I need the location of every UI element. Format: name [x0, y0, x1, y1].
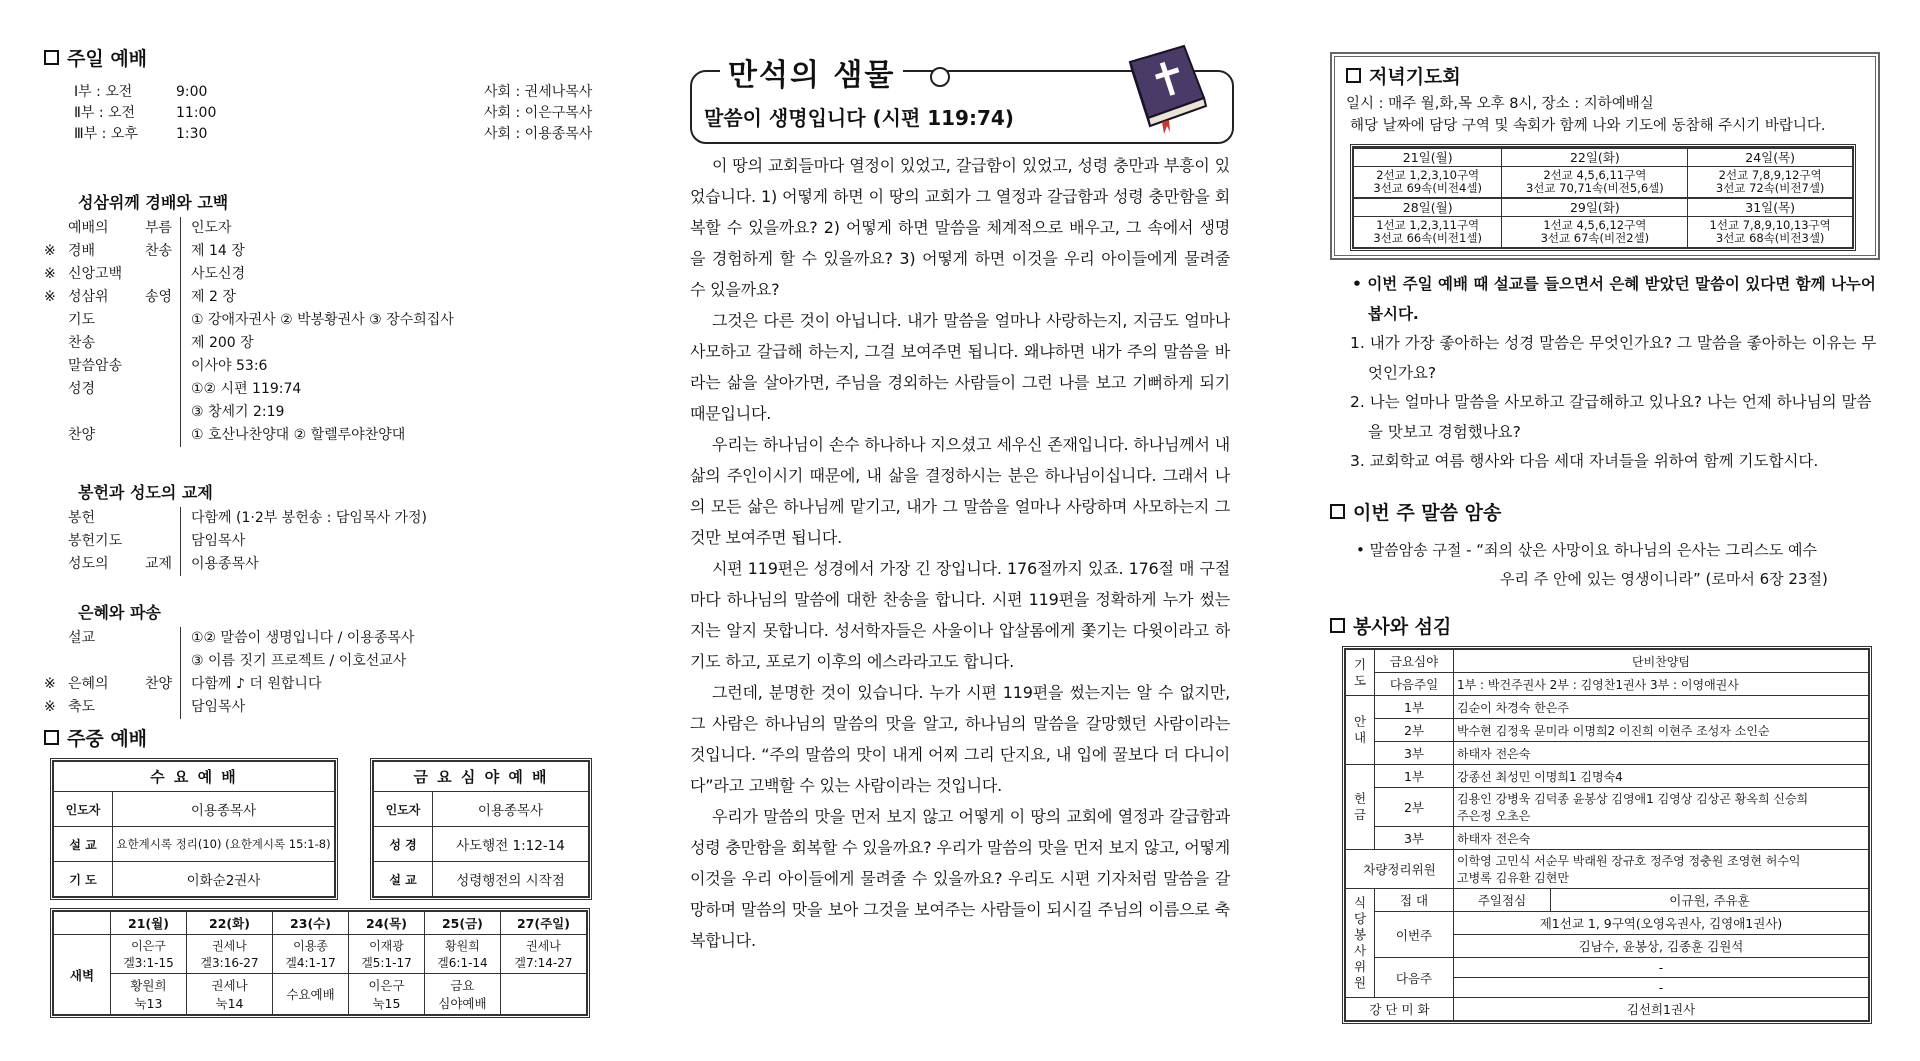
order-row — [44, 650, 604, 673]
table-title: 금 요 심 야 예 배 — [374, 762, 589, 792]
grace-order — [44, 627, 604, 719]
order-value: ③ 이름 짓기 프로젝트 / 이호선교사 — [191, 653, 407, 669]
order-label: 봉헌 — [68, 507, 181, 530]
order-value: ①② 말씀이 생명입니다 / 이용종목사 — [191, 630, 415, 646]
service-value: 1부 : 박건주권사 2부 : 김영찬1권사 3부 : 이영애권사 — [1454, 673, 1869, 696]
grace-heading: 은혜와 파송 — [78, 603, 161, 622]
service-row — [74, 82, 624, 103]
table-row — [54, 862, 335, 897]
table-value: 요한계시록 정리(10) (요한계시록 15:1-8) — [113, 827, 335, 862]
service-value: 하태자 전은숙 — [1454, 827, 1869, 850]
service-time: 1:30 — [176, 126, 208, 142]
worship-section — [44, 190, 604, 447]
prayer-day: 22일(화) — [1502, 148, 1688, 167]
order-value: ③ 창세기 2:19 — [191, 404, 285, 420]
order-label: 은혜의 찬양 — [68, 673, 181, 696]
service-value: 하태자 전은숙 — [1454, 742, 1869, 765]
order-label: 신앙고백 — [68, 263, 181, 286]
wednesday-service-table — [50, 758, 338, 900]
prayer-assignment: 2선교 4,5,6,11구역 3선교 70,71속(비전5,6셀) — [1502, 167, 1688, 199]
required-mark — [44, 650, 68, 673]
day-header: 24(목) — [348, 912, 424, 935]
table-value: 성령행전의 시작점 — [433, 862, 589, 897]
question-item: 3. 교회학교 여름 행사와 다음 세대 자녀들을 위하여 함께 기도합시다. — [1350, 452, 1819, 470]
service-value: 단비찬양팀 — [1454, 650, 1869, 673]
banner-title: 만석의 샘물 — [720, 50, 903, 94]
dawn-cell: 권세나 겔3:16-27 — [186, 935, 272, 974]
offering-heading: 봉헌과 성도의 교제 — [78, 483, 213, 502]
service-sub: 금요심야 — [1375, 650, 1454, 673]
table-value: 이용종목사 — [433, 792, 589, 827]
order-label: 말씀암송 — [68, 355, 181, 378]
service-sub: 다음주일 — [1375, 673, 1454, 696]
sunday-services — [74, 82, 624, 145]
order-label — [68, 650, 181, 673]
evening-prayer-box — [1330, 52, 1880, 260]
parking-label: 차량정리위원 — [1346, 850, 1454, 889]
prayer-grid-table — [1350, 144, 1856, 251]
order-value: 제 2 장 — [191, 289, 236, 305]
order-label — [68, 401, 181, 424]
sermon-paragraph: 시편 119편은 성경에서 가장 긴 장입니다. 176절까지 있죠. 176절 매 구절마다 하나님의 말씀에 대한 찬송을 합니다. 시편 119편을 정확하게 누가 썼는지는 알지 못합니다. 성서학자들은 사울이나 압살롬에게 쫓기는 다윗이라고 하기도 하고, 포로기 이후의 에스라라고도 합니다. — [690, 559, 1230, 671]
meal-value: - — [1454, 978, 1869, 998]
order-value: 인도자 — [191, 220, 232, 236]
meal-sub: 접 대 — [1375, 889, 1454, 912]
table-value: 사도행전 1:12-14 — [433, 827, 589, 862]
circle-ornament-icon — [930, 67, 950, 87]
order-value: 다함께 ♪ 더 원합니다 — [191, 676, 322, 692]
question-item: 2. 나는 얼마나 말씀을 사모하고 갈급해하고 있나요? 나는 언제 하나님의 말씀을 맛보고 경험했나요? — [1350, 393, 1872, 441]
order-row — [44, 355, 604, 378]
table-header-row — [54, 762, 335, 792]
required-mark — [44, 401, 68, 424]
table-row — [1354, 198, 1853, 217]
order-label: 찬송 — [68, 332, 181, 355]
table-row — [1346, 788, 1869, 827]
meal-value: - — [1454, 958, 1869, 978]
prayer-assignment: 1선교 7,8,9,10,13구역 3선교 68속(비전3셀) — [1688, 217, 1853, 248]
bible-book-icon — [1122, 42, 1212, 134]
service-table — [1342, 646, 1872, 1024]
table-row — [1346, 742, 1869, 765]
table-row — [1346, 673, 1869, 696]
memory-verse-line1: 말씀암송 구절 - “죄의 삯은 사망이요 하나님의 은사는 그리스도 예수 — [1369, 541, 1817, 559]
sermon-paragraph: 그것은 다른 것이 아닙니다. 내가 말씀을 얼마나 사랑하는지, 지금도 얼마나 사모하고 갈급해 하는지, 그걸 보여주면 됩니다. 왜냐하면 내가 주의 말씀을 바라는 삶을 살아가면, 주님을 경외하는 사람들이 그런 나를 보고 기뻐하게 되기 때문입니다. — [690, 311, 1230, 423]
day-header: 21(월) — [111, 912, 187, 935]
order-row — [44, 401, 604, 424]
dawn-cell: 이은구 눅15 — [348, 974, 424, 1015]
meal-label: 식당 봉사 위원 — [1346, 889, 1375, 998]
table-row — [374, 792, 589, 827]
table-row — [1346, 719, 1869, 742]
order-label: 경배 찬송 — [68, 240, 181, 263]
service-row — [74, 124, 624, 145]
order-label: 축도 — [68, 696, 181, 719]
order-label: 기도 — [68, 309, 181, 332]
required-mark — [44, 627, 68, 650]
prayer-day: 24일(목) — [1688, 148, 1853, 167]
service-sub: 3부 — [1375, 827, 1454, 850]
dawn-service-table — [50, 908, 590, 1018]
order-value: 이사야 53:6 — [191, 358, 268, 374]
order-value: 이용종목사 — [191, 556, 259, 572]
required-mark — [44, 553, 68, 576]
table-value: 이용종목사 — [113, 792, 335, 827]
dawn-cell — [500, 974, 586, 1015]
dawn-cell: 권세나 겔7:14-27 — [500, 935, 586, 974]
table-row — [1346, 650, 1869, 673]
service-sub: 1부 — [1375, 765, 1454, 788]
dawn-cell: 이용종 겔4:1-17 — [273, 935, 349, 974]
service-value: 김용인 강병욱 김덕종 윤봉상 김영애1 김영상 김상곤 황옥희 신승희 주은정 오초은 — [1454, 788, 1869, 827]
order-row — [44, 424, 604, 447]
service-group: 헌 금 — [1346, 765, 1375, 850]
grace-section — [44, 600, 604, 719]
prayer-day: 31일(목) — [1688, 198, 1853, 217]
order-row — [44, 263, 604, 286]
sermon-body — [690, 150, 1230, 956]
order-row — [44, 507, 604, 530]
prayer-assignment: 1선교 4,5,6,12구역 3선교 67속(비전2셀) — [1502, 217, 1688, 248]
service-sub: 1부 — [1375, 696, 1454, 719]
table-row — [1354, 148, 1853, 167]
order-value: ① 호산나찬양대 ② 할렐루야찬양대 — [191, 427, 406, 443]
dawn-cell: 황원희 겔6:1-14 — [424, 935, 500, 974]
meal-value: 제1선교 1, 9구역(오영옥권사, 김영애1권사) — [1454, 912, 1869, 935]
service-time: 11:00 — [176, 105, 217, 121]
service-part: Ⅰ부 : 오전 — [74, 84, 133, 100]
table-key: 설 교 — [54, 827, 113, 862]
required-mark: ※ — [44, 699, 56, 715]
weekday-heading: 주중 예배 — [44, 724, 147, 751]
prayer-assignment: 2선교 1,2,3,10구역 3선교 69속(비전4셀) — [1354, 167, 1502, 199]
worship-heading: 성삼위께 경배와 고백 — [78, 193, 229, 212]
order-row — [44, 309, 604, 332]
parking-value: 이학영 고민식 서순무 박래원 장규호 정주영 정충원 조영현 허수익 고병록 김유환 김현만 — [1454, 850, 1869, 889]
prayer-day: 29일(화) — [1502, 198, 1688, 217]
order-label: 예배의 부름 — [68, 217, 181, 240]
table-row — [1346, 765, 1869, 788]
table-key: 설 교 — [374, 862, 433, 897]
order-row — [44, 696, 604, 719]
order-value: 담임목사 — [191, 533, 246, 549]
table-row — [1354, 167, 1853, 199]
offering-section — [44, 480, 604, 576]
order-row — [44, 217, 604, 240]
order-row — [44, 286, 604, 309]
checkbox-square-icon — [1346, 68, 1361, 83]
order-value: 사도신경 — [191, 266, 246, 282]
sunday-heading: 주일 예배 — [44, 44, 147, 71]
required-mark — [44, 355, 68, 378]
discussion-questions — [1340, 270, 1880, 477]
dawn-label: 새벽 — [54, 935, 111, 1015]
checkbox-square-icon — [44, 50, 59, 65]
required-mark — [44, 332, 68, 355]
questions-intro: • 이번 주일 예배 때 설교를 들으면서 은혜 받았던 말씀이 있다면 함께 나누어 봅시다. — [1352, 275, 1876, 323]
order-row — [44, 530, 604, 553]
required-mark: ※ — [44, 243, 56, 259]
memory-verse: • 말씀암송 구절 - “죄의 삯은 사망이요 하나님의 은사는 그리스도 예수 우리 주 안에 있는 영생이니라” (로마서 6장 23절) — [1356, 536, 1828, 594]
service-row — [74, 103, 624, 124]
service-part: Ⅱ부 : 오전 — [74, 105, 136, 121]
dawn-cell: 황원희 눅13 — [111, 974, 187, 1015]
required-mark: ※ — [44, 266, 56, 282]
meal-value: 이규원, 주유훈 — [1551, 889, 1869, 912]
table-row — [1346, 889, 1869, 912]
table-row — [1346, 850, 1869, 889]
day-header: 22(화) — [186, 912, 272, 935]
questions-list — [1340, 329, 1880, 477]
order-row — [44, 627, 604, 650]
table-key: 성 경 — [374, 827, 433, 862]
order-row — [44, 378, 604, 401]
required-mark — [44, 309, 68, 332]
order-label: 설교 — [68, 627, 181, 650]
service-group: 기 도 — [1346, 650, 1375, 696]
required-mark — [44, 424, 68, 447]
checkbox-square-icon — [1330, 618, 1345, 633]
service-group: 안 내 — [1346, 696, 1375, 765]
prayer-notice: 해당 날짜에 담당 구역 및 속회가 함께 나와 기도에 동참해 주시기 바랍니다. — [1350, 118, 1826, 134]
table-title: 수 요 예 배 — [54, 762, 335, 792]
order-value: 다함께 (1·2부 봉헌송 : 담임목사 가정) — [191, 510, 427, 526]
friday-service-table — [370, 758, 592, 900]
checkbox-square-icon — [1330, 504, 1345, 519]
question-item: 1. 내가 가장 좋아하는 성경 말씀은 무엇인가요? 그 말씀을 좋아하는 이유는 무엇인가요? — [1350, 334, 1877, 382]
order-value: ① 강애자권사 ② 박봉황권사 ③ 장수희집사 — [191, 312, 454, 328]
prayer-day: 28일(월) — [1354, 198, 1502, 217]
offering-order — [44, 507, 604, 576]
order-row — [44, 553, 604, 576]
table-row — [1346, 696, 1869, 719]
order-row — [44, 673, 604, 696]
required-mark: ※ — [44, 676, 56, 692]
meal-sub: 이번주 — [1375, 912, 1454, 958]
sermon-paragraph: 우리가 말씀의 맛을 먼저 보지 않고 어떻게 이 땅의 교회에 열정과 갈급함과 성령 충만함을 회복할 수 있을까요? 우리가 말씀의 맛을 먼저 보지 않고, 어떻게 이것을 우리 아이들에게 물려줄 수 있을까요? 우리도 시편 기자처럼 말씀을 갈망하며 말씀의 맛을 보아 그것을 보여주는 사람들이 되시길 주님의 이름으로 축복합니다. — [690, 807, 1230, 950]
order-label: 성도의 교제 — [68, 553, 181, 576]
table-row — [54, 974, 587, 1015]
dawn-cell: 권세나 눅14 — [186, 974, 272, 1015]
table-header-row — [374, 762, 589, 792]
dawn-cell: 이재광 겔5:1-17 — [348, 935, 424, 974]
required-mark — [44, 378, 68, 401]
service-value: 김순이 차경숙 한은주 — [1454, 696, 1869, 719]
sermon-header — [690, 50, 1230, 142]
memory-heading: 이번 주 말씀 암송 — [1330, 498, 1501, 525]
required-mark — [44, 217, 68, 240]
table-row — [54, 935, 587, 974]
table-row — [1346, 827, 1869, 850]
prayer-assignment: 2선교 7,8,9,12구역 3선교 72속(비전7셀) — [1688, 167, 1853, 199]
service-sub: 2부 — [1375, 788, 1454, 827]
service-host: 사회 : 이은구목사 — [484, 105, 593, 121]
order-value: 제 14 장 — [191, 243, 245, 259]
service-sub: 2부 — [1375, 719, 1454, 742]
order-label: 찬양 — [68, 424, 181, 447]
table-row — [54, 792, 335, 827]
table-row — [374, 827, 589, 862]
dawn-cell: 이은구 겔3:1-15 — [111, 935, 187, 974]
service-value: 박수현 김정욱 문미라 이명희2 이진희 이현주 조성자 소인순 — [1454, 719, 1869, 742]
prayer-schedule: 일시 : 매주 월,화,목 오후 8시, 장소 : 지하예배실 — [1346, 96, 1654, 112]
day-header: 23(수) — [273, 912, 349, 935]
table-key: 인도자 — [54, 792, 113, 827]
sermon-title: 말씀이 생명입니다 (시편 119:74) — [704, 106, 1014, 130]
order-value: 담임목사 — [191, 699, 246, 715]
meal-value: 김남수, 윤봉상, 김종훈 김원석 — [1454, 935, 1869, 958]
order-row — [44, 332, 604, 355]
altar-label: 강 단 미 화 — [1346, 998, 1454, 1021]
sermon-paragraph: 그런데, 분명한 것이 있습니다. 누가 시편 119편을 썼는지는 알 수 없지만, 그 사람은 하나님의 말씀의 맛을 알고, 하나님의 말씀을 갈망했던 사람이라는 것입니다. “주의 말씀의 맛이 내게 어찌 그리 단지요, 내 입에 꿀보다 더 다니이다”라고 고백할 수 있는 사람이라는 것입니다. — [690, 683, 1230, 795]
required-mark: ※ — [44, 289, 56, 305]
order-label: 성삼위 송영 — [68, 286, 181, 309]
table-corner — [54, 912, 111, 935]
table-row — [374, 862, 589, 897]
order-label: 성경 — [68, 378, 181, 401]
order-value: 제 200 장 — [191, 335, 254, 351]
required-mark — [44, 507, 68, 530]
table-row — [1346, 912, 1869, 935]
day-header: 27(주일) — [500, 912, 586, 935]
memory-verse-line2: 우리 주 안에 있는 영생이니라” (로마서 6장 23절) — [1500, 570, 1828, 588]
table-row — [1346, 998, 1869, 1021]
table-row — [54, 827, 335, 862]
table-value: 이화순2권사 — [113, 862, 335, 897]
table-row — [1346, 958, 1869, 978]
order-value: ①② 시편 119:74 — [191, 381, 302, 397]
prayer-day: 21일(월) — [1354, 148, 1502, 167]
day-header: 25(금) — [424, 912, 500, 935]
table-key: 기 도 — [54, 862, 113, 897]
meal-sub: 다음주 — [1375, 958, 1454, 998]
table-key: 인도자 — [374, 792, 433, 827]
meal-time: 주일점심 — [1454, 889, 1551, 912]
service-host: 사회 : 이용종목사 — [484, 126, 593, 142]
prayer-heading: 저녁기도회 — [1346, 62, 1461, 89]
required-mark — [44, 530, 68, 553]
worship-order — [44, 217, 604, 447]
sermon-paragraph: 이 땅의 교회들마다 열정이 있었고, 갈급함이 있었고, 성령 충만과 부흥이 있었습니다. 1) 어떻게 하면 이 땅의 교회가 그 열정과 갈급함과 성령 충만함을 회복할 수 있을까요? 2) 어떻게 하면 말씀을 체계적으로 배우고, 그 속에서 생명을 경험하게 할 수 있을까요? 3) 어떻게 하면 이것을 우리 아이들에게 물려줄 수 있을까요? — [690, 156, 1230, 299]
order-row — [44, 240, 604, 263]
table-header-row — [54, 912, 587, 935]
service-heading: 봉사와 섬김 — [1330, 612, 1451, 639]
table-row — [1354, 217, 1853, 248]
checkbox-square-icon — [44, 730, 59, 745]
service-value: 강종선 최성민 이명희1 김명숙4 — [1454, 765, 1869, 788]
service-sub: 3부 — [1375, 742, 1454, 765]
service-host: 사회 : 권세나목사 — [484, 84, 593, 100]
altar-value: 김선희1권사 — [1454, 998, 1869, 1021]
dawn-cell: 수요예배 — [273, 974, 349, 1015]
service-time: 9:00 — [176, 84, 208, 100]
order-label: 봉헌기도 — [68, 530, 181, 553]
sermon-paragraph: 우리는 하나님이 손수 하나하나 지으셨고 세우신 존재입니다. 하나님께서 내 삶의 주인이시기 때문에, 내 삶을 결정하시는 분은 하나님이십니다. 그래서 나의 모든 삶은 하나님께 맡기고, 내가 그 말씀을 얼마나 사랑하며 사모하는지 그것만 보여주면 됩니다. — [690, 435, 1230, 547]
dawn-cell: 금요 심야예배 — [424, 974, 500, 1015]
service-part: Ⅲ부 : 오후 — [74, 126, 138, 142]
prayer-assignment: 1선교 1,2,3,11구역 3선교 66속(비전1셀) — [1354, 217, 1502, 248]
